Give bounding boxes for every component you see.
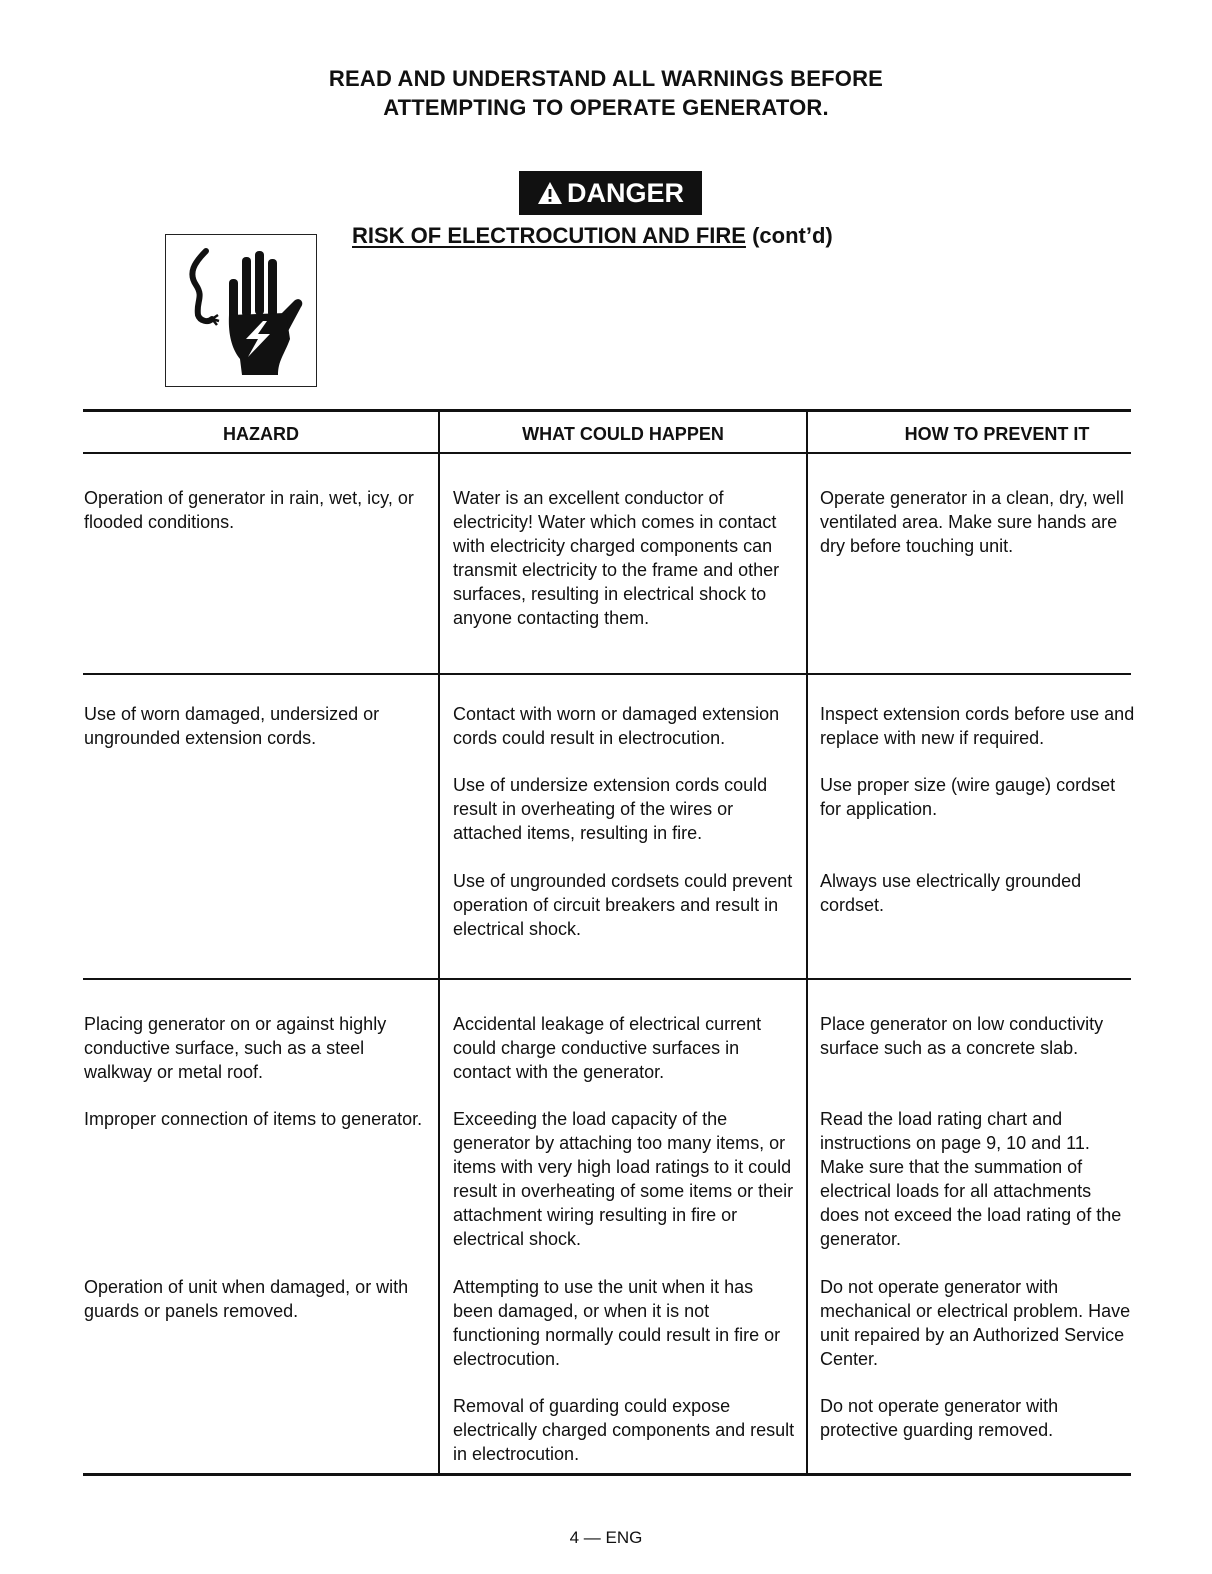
risk-title-suffix: (cont’d) [745,223,833,248]
column-header-how-to-prevent: HOW TO PREVENT IT [904,424,1090,444]
prevention-cell: Do not operate generator with mechanical or electrical problem. Have unit repaired by an Authorized Service Center. [820,1277,1131,1369]
prevention-cell: Inspect extension cords before use and replace with new if required. [820,704,1135,748]
prevention-cell: Use proper size (wire gauge) cordset for application. [820,775,1116,819]
consequence-cell: Accidental leakage of electrical current could charge conductive surfaces in contact with the generator. [453,1014,762,1082]
hazard-cell: Use of worn damaged, undersized or ungrounded extension cords. [84,704,380,748]
consequence-cell: Exceeding the load capacity of the generator by attaching too many items, or items with very high load ratings to it could result in overheating of some items or their attachment wiring resulting in fire or electrical shock. [453,1109,794,1249]
prevention-cell: Operate generator in a clean, dry, well ventilated area. Make sure hands are dry before touching unit. [820,488,1124,556]
consequence-cell: Removal of guarding could expose electrically charged components and result in electrocution. [453,1396,795,1464]
table-bottom-rule [83,1473,1131,1476]
danger-label: DANGER [566,177,684,208]
consequence-cell: Contact with worn or damaged extension cords could result in electrocution. [453,704,780,748]
table-header-rule [83,452,1131,454]
consequence-cell: Water is an excellent conductor of electricity! Water which comes in contact with electricity charged components can transmit electricity to the frame and other surfaces, resulting in electrical shock to anyone contacting them. [453,488,780,628]
warning-triangle-icon [537,181,563,205]
consequence-cell: Use of undersize extension cords could result in overheating of the wires or attached items, resulting in fire. [453,775,768,843]
prevention-cell: Place generator on low conductivity surface such as a concrete slab. [820,1014,1104,1058]
consequence-cell: Attempting to use the unit when it has been damaged, or when it is not functioning normally could result in fire or electrocution. [453,1277,781,1369]
column-header-hazard: HAZARD [223,424,299,444]
table-top-rule [83,409,1131,412]
column-divider-1 [438,410,440,1476]
prevention-cell: Read the load rating chart and instructions on page 9, 10 and 11. Make sure that the summation of electrical loads for all attachments does not exceed the load rating of the generator. [820,1109,1122,1249]
electric-shock-hand-icon [166,235,316,386]
consequence-cell: Use of ungrounded cordsets could prevent operation of circuit breakers and result in electrical shock. [453,871,793,939]
column-header-what-could-happen: WHAT COULD HAPPEN [522,424,724,444]
prevention-cell: Always use electrically grounded cordset. [820,871,1082,915]
hazard-cell: Placing generator on or against highly conductive surface, such as a steel walkway or metal roof. [84,1014,387,1082]
page-number: 4 — ENG [569,1528,643,1547]
risk-title-main: RISK OF ELECTROCUTION AND FIRE [352,223,746,248]
danger-badge [519,171,702,215]
prevention-cell: Do not operate generator with protective guarding removed. [820,1396,1059,1440]
hazard-cell: Improper connection of items to generator. [84,1109,423,1129]
hazard-cell: Operation of generator in rain, wet, icy, or flooded conditions. [84,488,414,532]
hazard-cell: Operation of unit when damaged, or with guards or panels removed. [84,1277,409,1321]
section-divider-2 [83,978,1131,980]
hazard-symbol-box [165,234,317,387]
header-warning [0,64,1212,122]
header-warning-line-1: READ AND UNDERSTAND ALL WARNINGS BEFORE [328,66,884,91]
header-warning-line-2: ATTEMPTING TO OPERATE GENERATOR. [383,95,829,120]
column-divider-2 [806,410,808,1476]
risk-title [352,223,833,249]
section-divider-1 [83,673,1131,675]
